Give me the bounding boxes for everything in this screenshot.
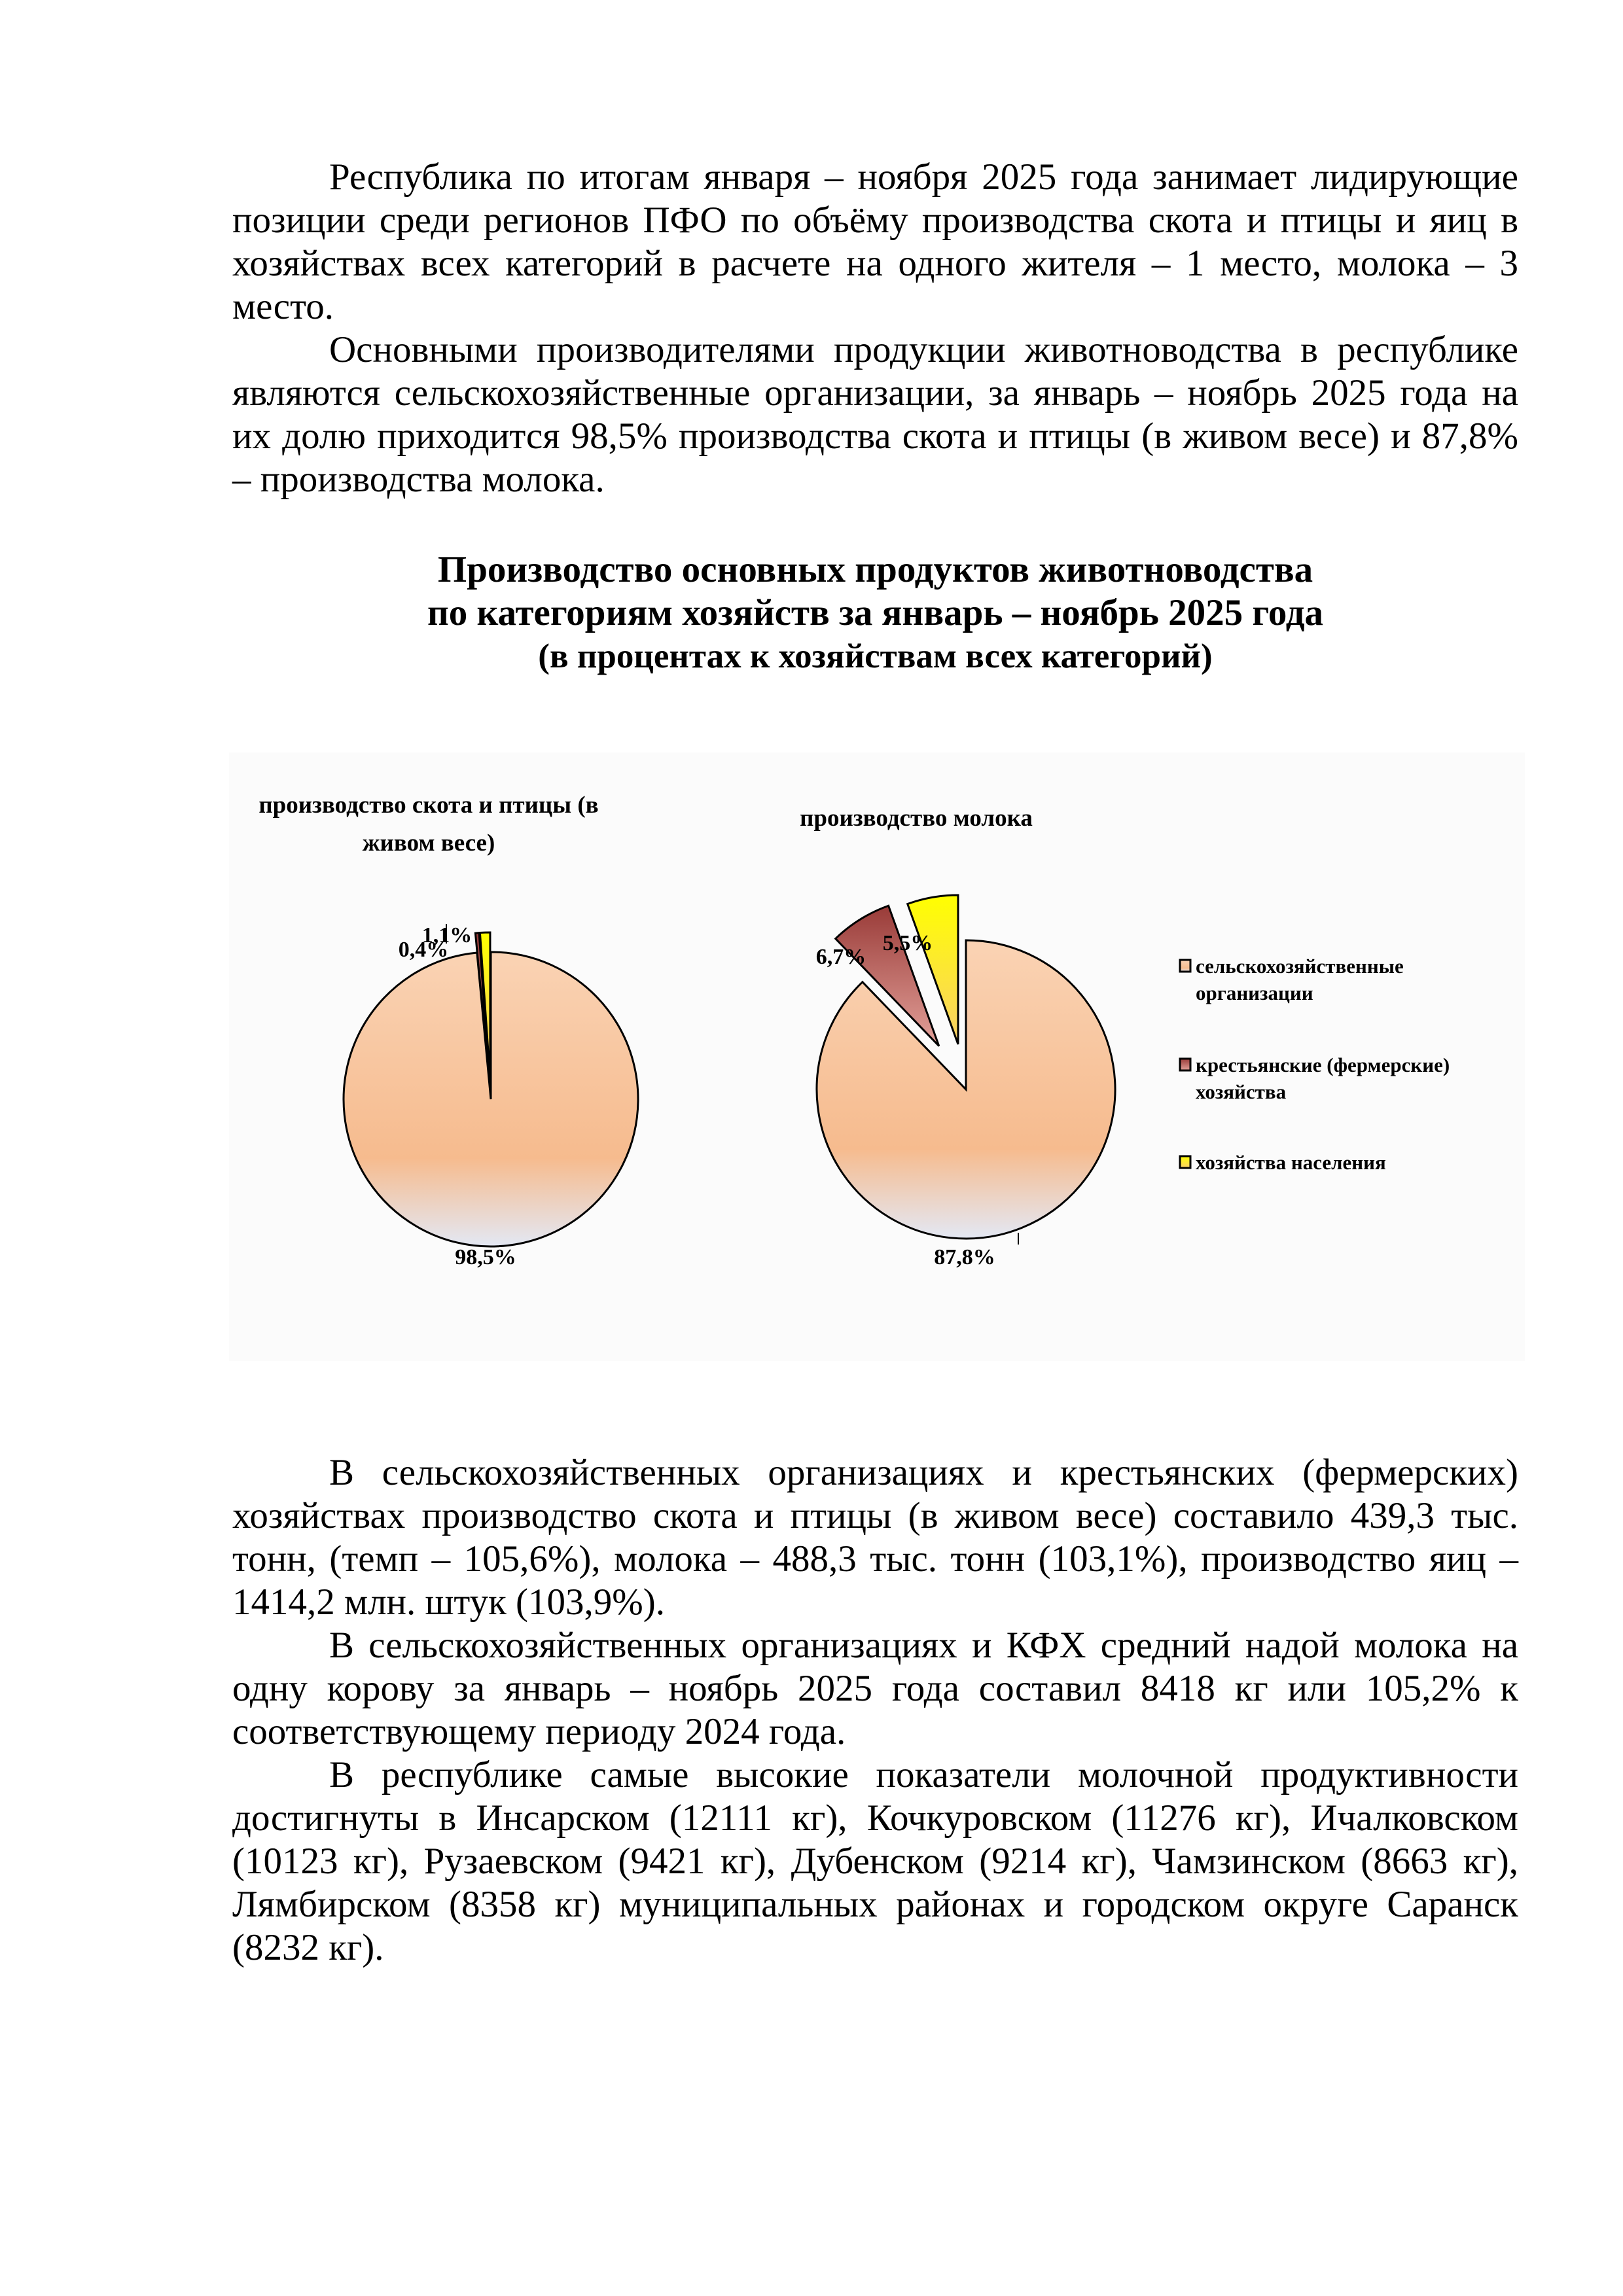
pie-title-line: производство скота и птицы (в bbox=[259, 792, 599, 819]
legend-item-population-households bbox=[1180, 1151, 1386, 1174]
pie-data-label: 87,8% bbox=[934, 1245, 995, 1269]
pie-data-label: 0,4% bbox=[398, 938, 449, 962]
legend-swatch bbox=[1180, 1059, 1190, 1070]
paragraph-regional-ranking: Республика по итогам января – ноября 2025 года занимает лидирующие позиции среди регионов ПФО по объёму производства скота и птицы и яиц в хозяйствах всех категорий в расчете на одного жителя – 1 место, молока – 3 место. bbox=[232, 156, 1518, 327]
pie-data-label: 1,1% bbox=[421, 923, 473, 947]
slice-agri-organizations bbox=[817, 940, 1115, 1239]
legend-label: крестьянские (фермерские) bbox=[1196, 1053, 1450, 1076]
pie-title-line: производство молока bbox=[800, 805, 1033, 832]
legend-item-farm-households bbox=[1180, 1053, 1450, 1103]
chart-heading-line1: Производство основных продуктов животноводства bbox=[437, 549, 1313, 590]
paragraph-top-districts: В республике самые высокие показатели молочной продуктивности достигнуты в Инсарском (12111 кг), Кочкуровском (11276 кг), Ичалковском (10123 кг), Рузаевском (9421 кг), Дубенском (9214 кг), Чамзинском (8663 кг), Лямбирском (8358 кг) муниципальных районах и городском округе Саранск (8232 кг). bbox=[232, 1754, 1518, 1968]
pie-chart-livestock bbox=[259, 792, 638, 1269]
legend-label: сельскохозяйственные bbox=[1196, 955, 1404, 978]
chart-heading bbox=[232, 548, 1518, 678]
pie-chart-milk bbox=[800, 805, 1115, 1269]
paragraph-milk-yield: В сельскохозяйственных организациях и КФХ средний надой молока на одну корову за январь – ноябрь 2025 года составил 8418 кг или 105,2% к соответствующему периоду 2024 года. bbox=[232, 1625, 1518, 1752]
pie-data-label: 5,5% bbox=[882, 931, 933, 955]
pie-data-label: 6,7% bbox=[815, 945, 866, 969]
legend-label: хозяйства населения bbox=[1196, 1151, 1386, 1174]
paragraph-production-volumes: В сельскохозяйственных организациях и крестьянских (фермерских) хозяйствах производство скота и птицы (в живом весе) составило 439,3 тыс. тонн, (темп – 105,6%), молока – 488,3 тыс. тонн (103,1%), производство яиц – 1414,2 млн. штук (103,9%). bbox=[232, 1452, 1518, 1623]
legend-swatch bbox=[1180, 1156, 1190, 1168]
legend-swatch bbox=[1180, 960, 1190, 972]
legend-label: хозяйства bbox=[1196, 1080, 1287, 1103]
legend-label: организации bbox=[1196, 981, 1313, 1004]
paragraph-main-producers: Основными производителями продукции животноводства в республике являются сельскохозяйственные организации, за январь – ноябрь 2025 года на их долю приходится 98,5% производства скота и птицы (в живом весе) и 87,8% – производства молока. bbox=[232, 329, 1518, 500]
pie-charts-svg bbox=[229, 752, 1525, 1361]
pie-charts-figure bbox=[229, 752, 1525, 1361]
chart-heading-line2: по категориям хозяйств за январь – ноябрь 2025 года bbox=[427, 592, 1324, 633]
legend-item-agri-organizations bbox=[1180, 955, 1404, 1004]
chart-legend bbox=[1180, 955, 1450, 1174]
pie-title-line: живом весе) bbox=[362, 830, 495, 857]
pie-data-label: 98,5% bbox=[455, 1245, 516, 1269]
chart-heading-line3: (в процентах к хозяйствам всех категорий) bbox=[538, 637, 1213, 675]
